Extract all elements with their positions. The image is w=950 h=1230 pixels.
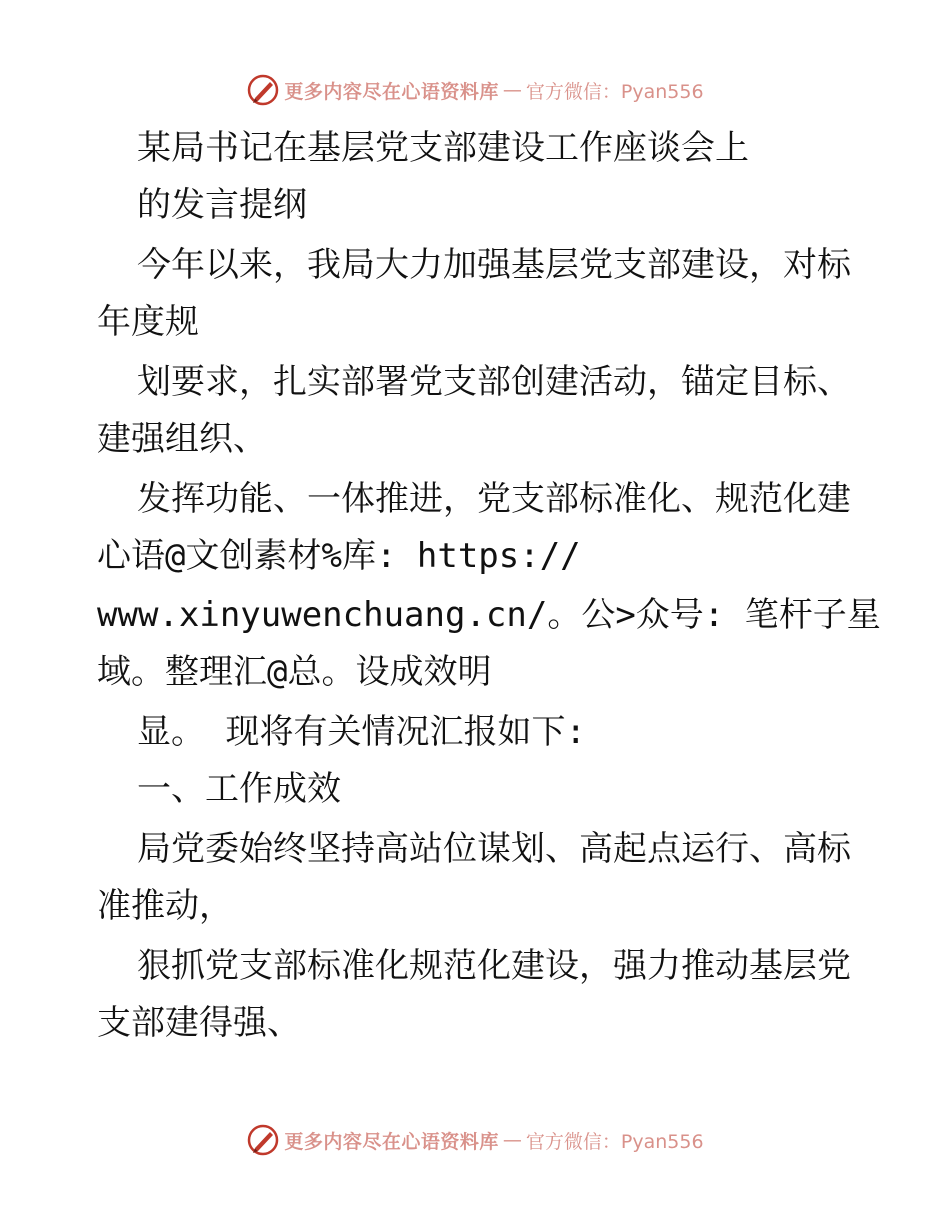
banner-dash: — <box>502 1129 522 1151</box>
doc-line-16: 支部建得强、 <box>97 1003 301 1043</box>
doc-line-9: www.xinyuwenchuang.cn/。公>众号: 笔杆子星 <box>97 595 881 635</box>
banner-text: 更多内容尽在心语资料库 <box>284 80 499 103</box>
banner-dash: — <box>502 79 522 101</box>
doc-line-13: 局党委始终坚持高站位谋划、高起点运行、高标 <box>137 829 851 869</box>
red-pen-seal-logo-icon <box>246 73 280 107</box>
doc-line-1: 某局书记在基层党支部建设工作座谈会上 <box>137 128 749 168</box>
doc-line-3: 今年以来，我局大力加强基层党支部建设，对标 <box>137 245 851 285</box>
red-pen-seal-logo-icon <box>246 1123 280 1157</box>
doc-line-5: 划要求，扎实部署党支部创建活动，锚定目标、 <box>137 362 851 402</box>
doc-line-15: 狠抓党支部标准化规范化建设，强力推动基层党 <box>137 946 851 986</box>
header-banner <box>0 70 950 110</box>
doc-line-6: 建强组织、 <box>97 419 267 459</box>
banner-contact: 官方微信：Pyan556 <box>525 80 704 103</box>
doc-line-2: 的发言提纲 <box>137 185 307 225</box>
doc-line-14: 准推动， <box>97 886 233 926</box>
doc-line-10: 域。整理汇@总。设成效明 <box>97 652 492 692</box>
doc-line-11: 显。 现将有关情况汇报如下: <box>137 712 586 752</box>
doc-line-12: 一、工作成效 <box>137 769 341 809</box>
doc-line-8: 心语@文创素材%库: https:// <box>97 536 581 576</box>
banner-contact: 官方微信：Pyan556 <box>525 1130 704 1153</box>
doc-line-7: 发挥功能、一体推进，党支部标准化、规范化建 <box>137 479 851 519</box>
doc-line-4: 年度规 <box>97 302 199 342</box>
banner-text: 更多内容尽在心语资料库 <box>284 1130 499 1153</box>
footer-banner <box>0 1120 950 1160</box>
